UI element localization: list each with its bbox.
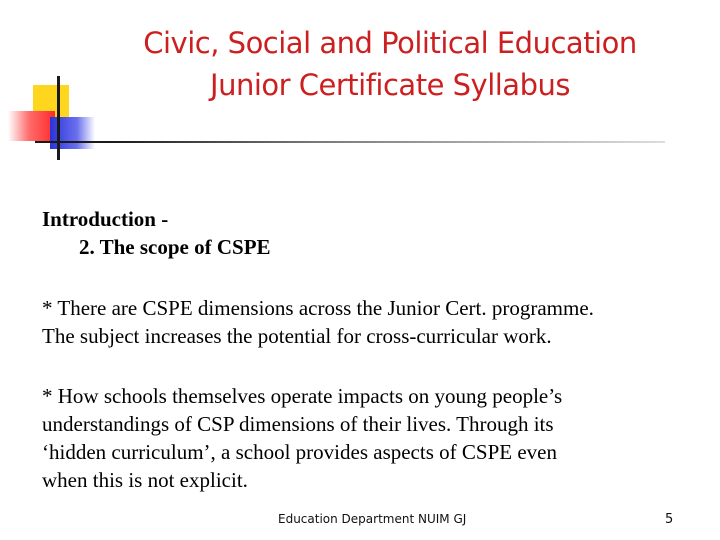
paragraph-2-line: understandings of CSP dimensions of their lives. Through its (42, 412, 554, 436)
slide-title (80, 22, 700, 106)
paragraph-2-line: ‘hidden curriculum’, a school provides aspects of CSPE even (42, 440, 557, 464)
paragraph-2-line: * How schools themselves operate impacts on young people’s (42, 384, 563, 408)
title-line-1: Civic, Social and Political Education (143, 26, 637, 60)
slide-footer: Education Department NUIM GJ (278, 512, 467, 526)
paragraph-1-line: * There are CSPE dimensions across the Junior Cert. programme. (42, 296, 594, 320)
red-square-decoration (8, 111, 55, 141)
heading-line-2: 2. The scope of CSPE (79, 235, 271, 259)
paragraph-2-line: when this is not explicit. (42, 468, 248, 492)
paragraph-1-line: The subject increases the potential for cross-curricular work. (42, 324, 552, 348)
title-line-2: Junior Certificate Syllabus (210, 68, 570, 102)
page-number: 5 (665, 512, 674, 527)
title-underline-rule (35, 141, 665, 143)
vertical-rule-decoration (57, 76, 60, 160)
section-heading (42, 205, 271, 261)
paragraph-2 (42, 382, 702, 494)
heading-line-1: Introduction - (42, 207, 169, 231)
paragraph-1 (42, 294, 702, 350)
